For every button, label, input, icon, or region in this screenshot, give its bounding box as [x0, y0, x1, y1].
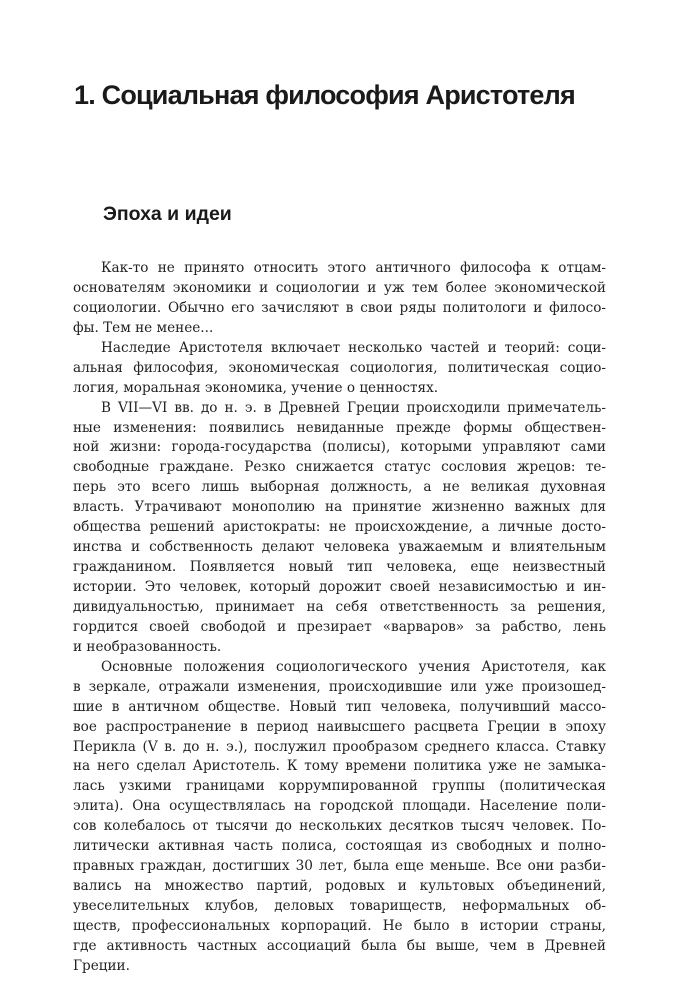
section-title: Эпоха и идеи [103, 203, 232, 225]
text-line: свободные граждане. Резко снижается статус сословия жрецов: те- [73, 459, 606, 476]
text-line: вались на множество партий, родовых и культовых объединений, [73, 878, 606, 895]
text-line: литически активная часть полиса, состоящая из свободных и полно- [73, 838, 606, 855]
text-line: Как-то не принято относить этого античного философа к отцам- [101, 260, 606, 276]
text-line: истории. Это человек, который дорожит своей независимостью и ин- [73, 579, 606, 595]
text-line: социологии. Обычно его зачисляют в свои ряды политологи и филосо- [73, 299, 606, 316]
text-line: лась узкими границами коррумпированной группы (политическая [73, 778, 606, 795]
text-line: где активность частных ассоциаций была бы выше, чем в Древней [73, 937, 606, 954]
text-line: Основные положения социологического учения Аристотеля, как [101, 658, 606, 675]
text-line: Перикла (V в. до н. э.), послужил прообразом среднего класса. Ставку [73, 738, 606, 755]
body-text [73, 259, 606, 977]
text-line: гордится своей свободой и презирает «варваров» за рабство, лень [73, 618, 606, 635]
text-line: вое распространение в период наивысшего расцвета Греции в эпоху [73, 718, 606, 735]
paragraph [73, 399, 606, 658]
paragraph [73, 259, 606, 339]
text-line: ной жизни: города-государства (полисы), которыми управляют сами [73, 439, 606, 456]
text-line: ные изменения: появились невиданные прежде формы обществен- [73, 419, 606, 436]
text-line: общества решений аристократы: не происхождение, а личные досто- [73, 519, 606, 536]
text-line: Наследие Аристотеля включает несколько частей и теорий: соци- [101, 339, 606, 356]
text-line: элита). Она осуществлялась на городской площади. Население поли- [73, 798, 606, 815]
text-line: увеселительных клубов, деловых товариществ, неформальных об- [73, 898, 606, 914]
text-line: альная философия, экономическая социология, политическая социо- [73, 359, 606, 376]
text-line: инства и собственность делают человека уважаемым и влиятельным [73, 539, 606, 556]
text-line: ществ, профессиональных корпораций. Не было в истории страны, [73, 917, 606, 934]
text-line: перь это всего лишь выборная должность, а не великая духовная [73, 479, 606, 496]
text-line: и необразованность. [73, 638, 222, 655]
paragraph [73, 658, 606, 977]
text-line: фы. Тем не менее... [73, 319, 214, 336]
text-line: сов колебалось от тысячи до нескольких десятков тысяч человек. По- [73, 818, 606, 835]
text-line: логия, моральная экономика, учение о ценностях. [73, 379, 439, 396]
chapter-title: 1. Социальная философия Аристотеля [74, 80, 575, 110]
text-line: правных граждан, достигших 30 лет, была еще меньше. Все они разби- [73, 858, 606, 875]
text-line: основателям экономики и социологии и уж тем более экономической [73, 279, 606, 296]
text-line: гражданином. Появляется новый тип человека, еще неизвестный [73, 559, 606, 576]
text-line: Греции. [73, 957, 130, 974]
text-line: в зеркале, отражали изменения, происходившие или уже произошед- [73, 678, 606, 695]
text-line: власть. Утрачивают монополию на принятие жизненно важных для [73, 499, 606, 516]
text-line: В VII—VI вв. до н. э. в Древней Греции происходили примечатель- [101, 399, 606, 416]
text-line: дивидуальностью, принимает на себя ответственность за решения, [73, 598, 606, 615]
text-line: шие в античном обществе. Новый тип человека, получивший массо- [73, 698, 606, 715]
text-line: на него сделал Аристотель. К тому времени политика уже не замыка- [73, 758, 606, 775]
paragraph [73, 339, 606, 399]
